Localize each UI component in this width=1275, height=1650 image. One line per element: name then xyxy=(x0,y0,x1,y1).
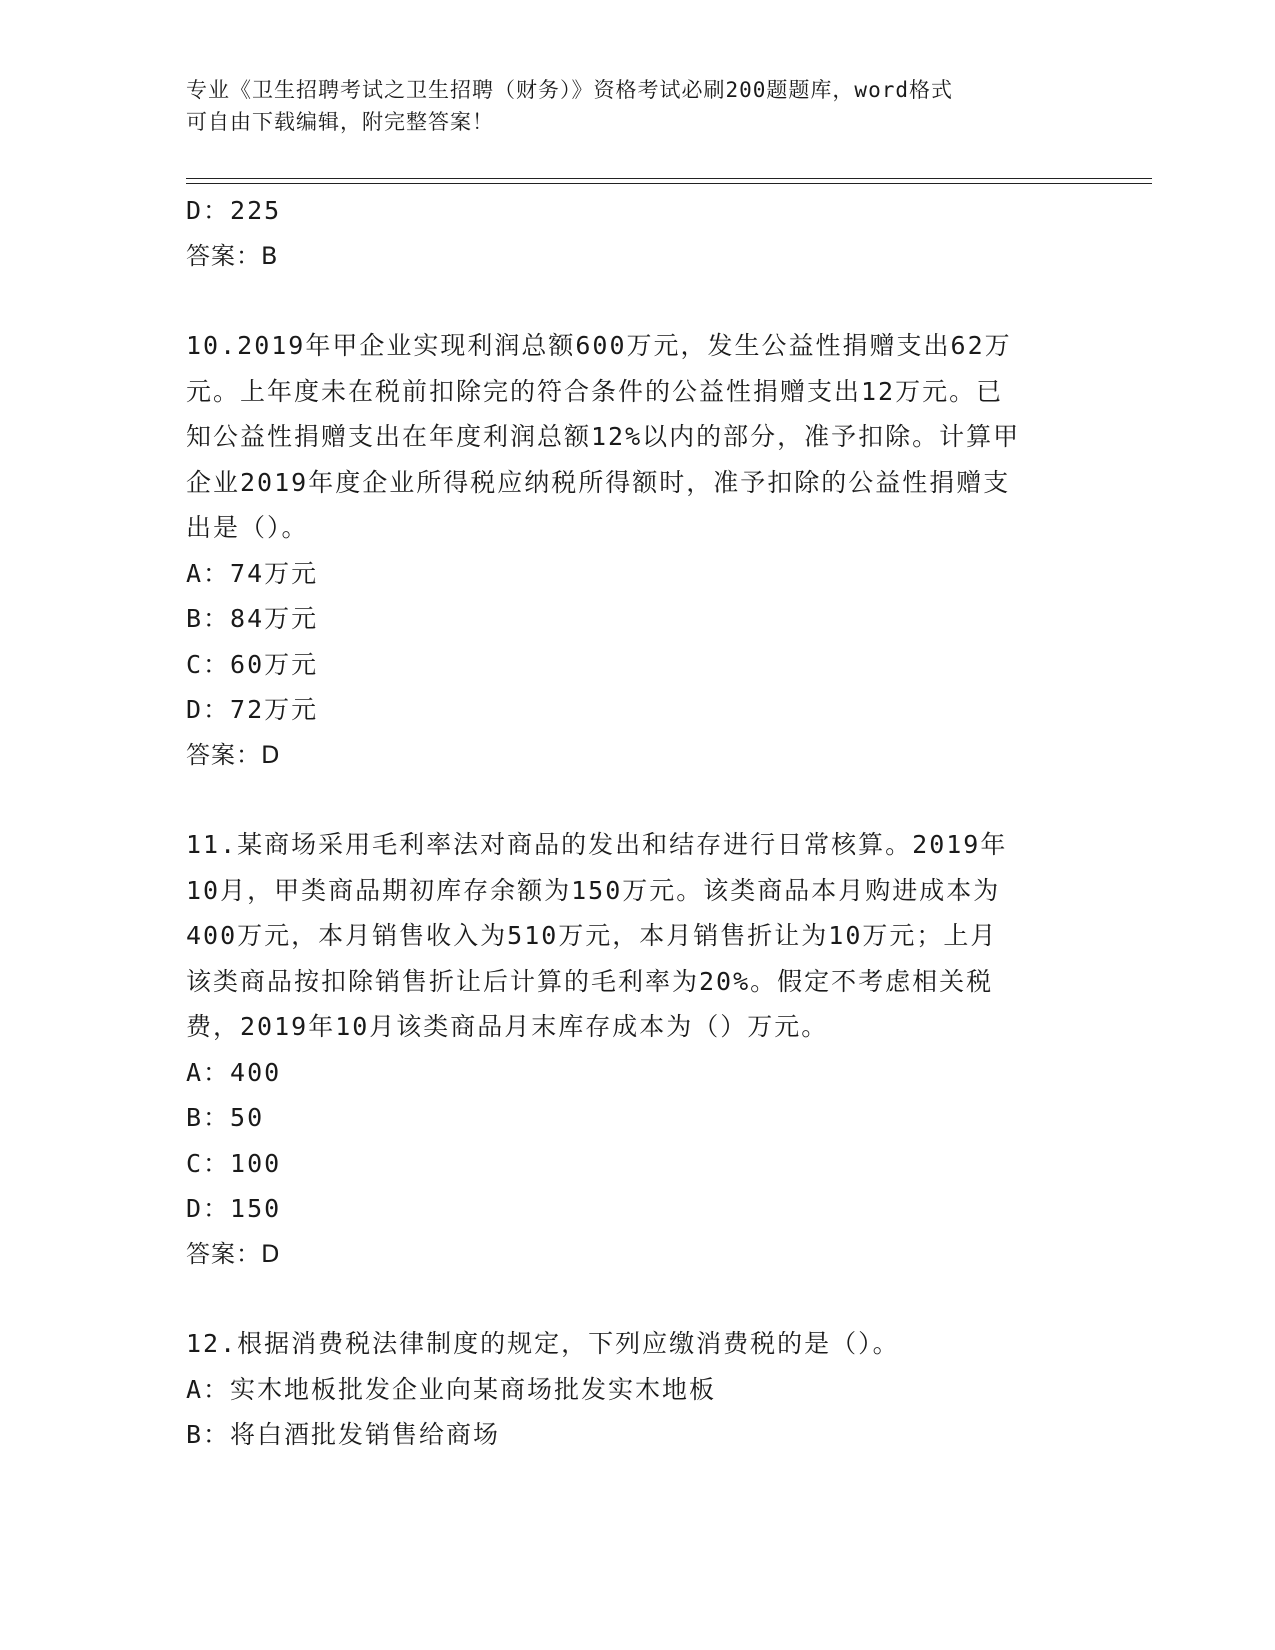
question-stem-line: 出是（）。 xyxy=(186,513,309,542)
question-stem-line: 12.根据消费税法律制度的规定，下列应缴消费税的是（）。 xyxy=(186,1329,900,1358)
spacer xyxy=(186,279,1086,323)
question-stem-line: 元。上年度未在税前扣除完的符合条件的公益性捐赠支出12万元。已 xyxy=(186,376,1004,406)
option-d: D：150 xyxy=(186,1194,282,1223)
question-stem-line: 11.某商场采用毛利率法对商品的发出和结存进行日常核算。2019年 xyxy=(186,830,1008,859)
header-rule-top xyxy=(186,178,1152,179)
option-b: B：84万元 xyxy=(186,604,319,633)
header-line-1: 专业《卫生招聘考试之卫生招聘（财务）》资格考试必刷200题题库，word格式 xyxy=(186,78,953,102)
option-b: B：50 xyxy=(186,1103,265,1132)
question-stem-line: 知公益性捐赠支出在年度利润总额12%以内的部分，准予扣除。计算甲 xyxy=(186,422,1021,451)
question-11 xyxy=(186,822,1086,1277)
question-12 xyxy=(186,1321,1086,1458)
document-body xyxy=(186,188,1086,1458)
header-line-2: 可自由下载编辑，附完整答案！ xyxy=(186,110,494,134)
option-a: A：实木地板批发企业向某商场批发实木地板 xyxy=(186,1374,717,1404)
question-stem-line: 400万元，本月销售收入为510万元，本月销售折让为10万元；上月 xyxy=(186,921,998,950)
previous-question-tail xyxy=(186,188,1086,279)
option-d: D：72万元 xyxy=(186,695,319,724)
question-stem-line: 企业2019年度企业所得税应纳税所得额时，准予扣除的公益性捐赠支 xyxy=(186,467,1011,497)
question-stem-line: 10月，甲类商品期初库存余额为150万元。该类商品本月购进成本为 xyxy=(186,875,1001,905)
option-c: C：60万元 xyxy=(186,649,319,679)
question-stem-line: 费，2019年10月该类商品月末库存成本为（）万元。 xyxy=(186,1012,829,1041)
answer-line: 答案：D xyxy=(186,1239,281,1268)
option-c: C：100 xyxy=(186,1148,282,1178)
answer-line: 答案：B xyxy=(186,241,279,270)
question-10 xyxy=(186,323,1086,778)
question-stem-line: 该类商品按扣除销售折让后计算的毛利率为20%。假定不考虑相关税 xyxy=(186,966,994,996)
question-stem-line: 10.2019年甲企业实现利润总额600万元，发生公益性捐赠支出62万 xyxy=(186,331,1012,360)
spacer xyxy=(186,778,1086,822)
option-b: B：将白酒批发销售给商场 xyxy=(186,1420,501,1449)
spacer xyxy=(186,1277,1086,1321)
header-rule-bottom xyxy=(186,183,1152,184)
document-header xyxy=(186,74,1066,138)
option-a: A：400 xyxy=(186,1057,282,1087)
option-a: A：74万元 xyxy=(186,558,319,588)
option-d: D：225 xyxy=(186,196,282,225)
answer-line: 答案：D xyxy=(186,740,281,769)
